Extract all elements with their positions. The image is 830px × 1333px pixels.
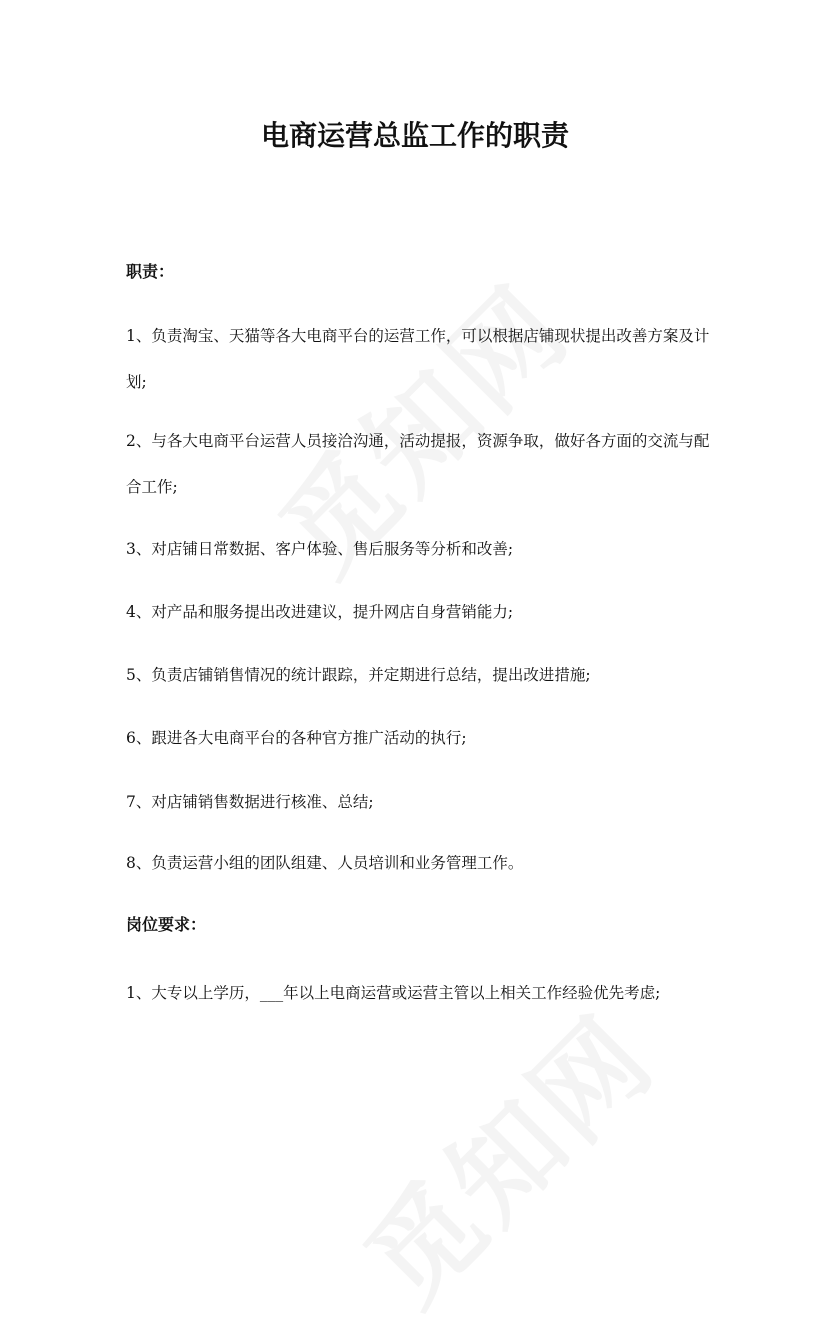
requirement-item-1: 1、大专以上学历，___年以上电商运营或运营主管以上相关工作经验优先考虑; — [126, 984, 661, 1002]
requirements-heading: 岗位要求： — [126, 915, 207, 934]
duty-item-7: 7、对店铺销售数据进行核准、总结; — [126, 793, 374, 811]
duty-item-3: 3、对店铺日常数据、客户体验、售后服务等分析和改善; — [126, 540, 514, 558]
duty-item-2: 2、与各大电商平台运营人员接洽沟通，活动提报，资源争取，做好各方面的交流与配合工作; — [126, 432, 710, 496]
duty-item-4: 4、对产品和服务提出改进建议，提升网店自身营销能力; — [126, 603, 514, 621]
duty-item-8: 8、负责运营小组的团队组建、人员培训和业务管理工作。 — [126, 854, 524, 872]
duty-item-6: 6、跟进各大电商平台的各种官方推广活动的执行; — [126, 729, 467, 747]
watermark — [325, 975, 683, 1333]
duty-item-5: 5、负责店铺销售情况的统计跟踪，并定期进行总结，提出改进措施; — [126, 666, 591, 684]
page-title: 电商运营总监工作的职责 — [260, 119, 569, 152]
duties-heading: 职责： — [126, 262, 175, 281]
duty-item-1: 1、负责淘宝、天猫等各大电商平台的运营工作，可以根据店铺现状提出改善方案及计划; — [126, 327, 710, 391]
